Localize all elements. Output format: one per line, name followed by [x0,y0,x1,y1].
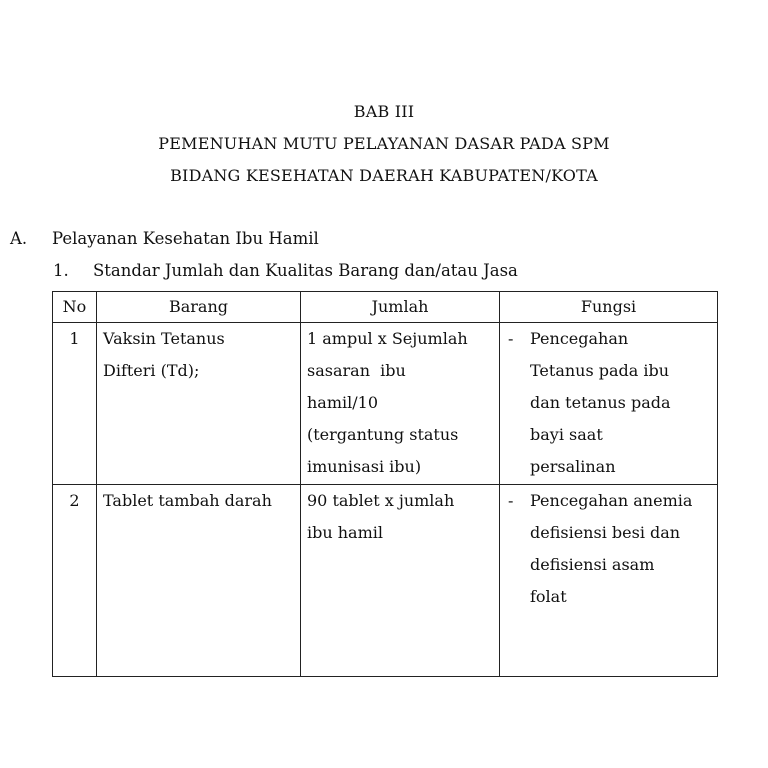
cell-line: ibu hamil [307,523,383,542]
cell-line: defisiensi asam [530,555,655,574]
cell-fungsi [500,323,718,485]
cell-line: hamil/10 [307,393,378,412]
header-barang: Barang [97,292,301,323]
subsection-title: Standar Jumlah dan Kualitas Barang dan/atau Jasa [93,261,518,280]
table-row [53,323,718,485]
cell-line: Difteri (Td); [103,361,200,380]
standards-table [52,291,718,677]
cell-line: 1 ampul x Sejumlah [307,329,468,348]
cell-line: imunisasi ibu) [307,457,422,476]
cell-line: bayi saat [530,425,603,444]
cell-line: Vaksin Tetanus [103,329,225,348]
section-heading [10,229,319,248]
cell-line: folat [530,587,567,606]
header-fungsi: Fungsi [500,292,718,323]
section-letter: A. [10,229,28,248]
cell-jumlah [301,323,500,485]
cell-line: Pencegahan anemia [530,491,693,510]
cell-line: Tablet tambah darah [103,491,272,510]
cell-line: sasaran ibu [307,361,406,380]
cell-line: Pencegahan [530,329,629,348]
header-jumlah: Jumlah [301,292,500,323]
cell-line: 90 tablet x jumlah [307,491,455,510]
table-row [53,485,718,677]
cell-fungsi [500,485,718,677]
table-header-row [53,292,718,323]
subsection-number: 1. [53,261,69,280]
chapter-title-line-1: PEMENUHAN MUTU PELAYANAN DASAR PADA SPM [158,134,610,153]
cell-no: 2 [53,485,97,677]
bullet-dash: - [508,329,514,348]
section-title: Pelayanan Kesehatan Ibu Hamil [52,229,319,248]
cell-line: persalinan [530,457,616,476]
chapter-title-line-2: BIDANG KESEHATAN DAERAH KABUPATEN/KOTA [170,166,598,185]
cell-line: Tetanus pada ibu [530,361,670,380]
cell-line: defisiensi besi dan [530,523,681,542]
chapter-number: BAB III [353,102,415,121]
cell-barang [97,485,301,677]
cell-line: dan tetanus pada [530,393,671,412]
cell-no: 1 [53,323,97,485]
cell-line: (tergantung status [307,425,459,444]
subsection-heading [53,261,518,280]
bullet-dash: - [508,491,514,510]
cell-jumlah [301,485,500,677]
header-no: No [53,292,97,323]
cell-barang [97,323,301,485]
